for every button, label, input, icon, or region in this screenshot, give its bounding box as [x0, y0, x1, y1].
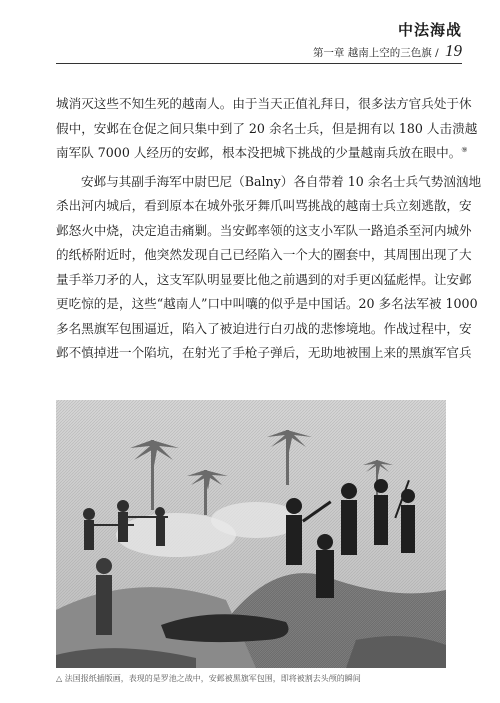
- text-line-content: 南军队 7000 人经历的安邺，根本没把城下挑战的少量越南兵放在眼中。: [56, 145, 462, 160]
- paragraph-1: [56, 92, 478, 166]
- text-line: 假中，安邺在仓促之间只集中到了 20 余名士兵，但是拥有以 180 人击溃越: [56, 120, 478, 136]
- figure-caption: △ 法国报纸插版画，表现的是罗池之战中，安邺被黑旗军包围，即将被割去头颅的瞬间: [56, 674, 361, 683]
- paragraph-2: [56, 170, 482, 366]
- body-text: [56, 92, 482, 366]
- footnote-marker[interactable]: ⑨: [461, 145, 468, 154]
- text-line: 邺怒火中烧，决定追击痛剿。当安邺率领的这支小军队一路追杀至河内城外: [56, 222, 472, 238]
- text-line: 杀出河内城后，看到原本在城外张牙舞爪叫骂挑战的越南士兵立刻逃散，安: [56, 198, 472, 213]
- header-rule: [56, 63, 462, 64]
- text-line: 更吃惊的是，这些“越南人”口中叫嚷的似乎是中国话。20 多名法军被 1000: [56, 296, 478, 311]
- chapter-title: 第一章 越南上空的三色旗 /: [312, 47, 439, 59]
- text-line: [56, 141, 468, 166]
- book-title: 中法海战: [397, 21, 462, 39]
- text-line: 量手举刀矛的人，这支军队明显要比他之前遇到的对手更凶猛彪悍。让安邺: [56, 271, 472, 287]
- chapter-line: [313, 43, 462, 61]
- text-line: 城消灭这些不知生死的越南人。由于当天正值礼拜日，很多法方官兵处于休: [56, 96, 472, 111]
- text-line: 的纸桥附近时，他突然发现自己已经陷入一个大的圈套中，其周围出现了大: [56, 247, 472, 262]
- engraving-image: [56, 400, 446, 668]
- text-line: 安邺与其副手海军中尉巴尼（Balny）各自带着 10 余名士兵气势汹汹地: [81, 173, 482, 189]
- running-head: [313, 20, 462, 61]
- text-line: 邺不慎掉进一个陷坑，在射光了手枪子弹后，无助地被围上来的黑旗军官兵: [56, 345, 472, 360]
- battle-engraving: [56, 400, 446, 668]
- page-number: 19: [445, 41, 462, 60]
- text-line: 多名黑旗军包围逼近，陷入了被迫进行白刃战的悲惨境地。作战过程中，安: [56, 320, 472, 336]
